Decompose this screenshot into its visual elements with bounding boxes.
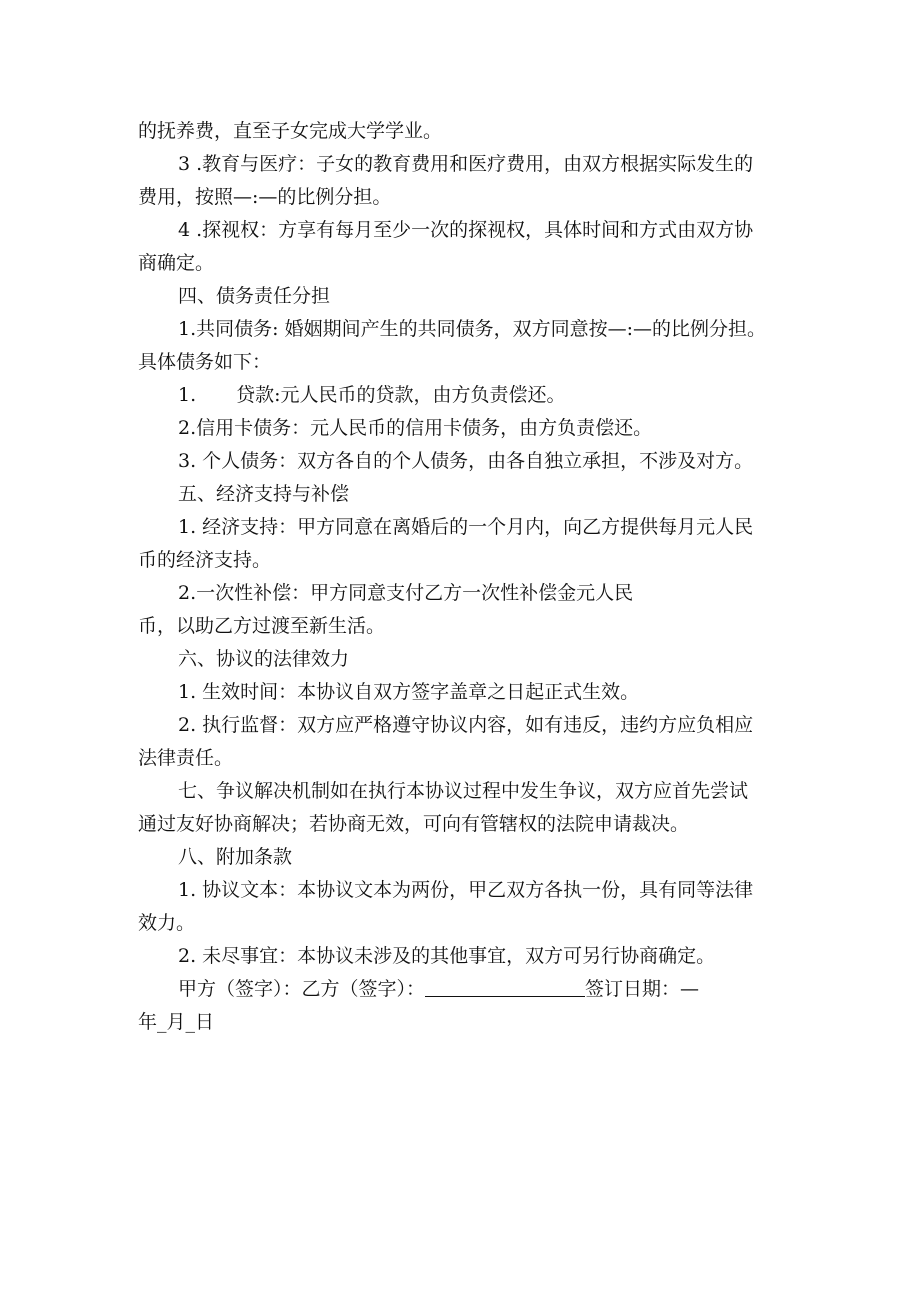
signature-line xyxy=(178,976,699,1002)
paragraph-line: 3. 个人债务：双方各自的个人债务，由各自独立承担，不涉及对方。 xyxy=(178,450,754,472)
paragraph-line xyxy=(178,382,566,408)
paragraph-line: 具体债务如下： xyxy=(138,351,272,373)
date-line: 年_月_日 xyxy=(138,1011,215,1033)
paragraph-line: 1. 经济支持：甲方同意在离婚后的一个月内，向乙方提供每月元人民 xyxy=(178,516,754,538)
date-label: 签订日期：— xyxy=(585,978,700,1000)
paragraph-line: 费用，按照—:—的比例分担。 xyxy=(138,186,392,208)
paragraph-line: 法律责任。 xyxy=(138,747,234,769)
paragraph-line: 2. 未尽事宜：本协议未涉及的其他事宜，双方可另行协商确定。 xyxy=(178,945,716,967)
signature-labels: 甲方（签字）：乙方（签字）： xyxy=(178,978,426,1000)
section-heading: 五、经济支持与补偿 xyxy=(178,483,350,505)
section-heading: 四、债务责任分担 xyxy=(178,285,331,307)
paragraph-line: 币的经济支持。 xyxy=(138,549,272,571)
section-heading: 六、协议的法律效力 xyxy=(178,648,350,670)
paragraph-line: 2.一次性补偿：甲方同意支付乙方一次性补偿金元人民 xyxy=(178,582,634,604)
paragraph-line: 通过友好协商解决；若协商无效，可向有管辖权的法院申请裁决。 xyxy=(138,813,690,835)
section-heading: 八、附加条款 xyxy=(178,846,293,868)
paragraph-line: 币，以助乙方过渡至新生活。 xyxy=(138,615,386,637)
paragraph-line: 1.共同债务: 婚姻期间产生的共同债务，双方同意按—:—的比例分担。 xyxy=(178,318,766,340)
section-heading: 七、争议解决机制如在执行本协议过程中发生争议，双方应首先尝试 xyxy=(178,780,749,802)
list-number: 1. xyxy=(178,384,197,406)
paragraph-line: 的抚养费，直至子女完成大学学业。 xyxy=(138,120,443,142)
paragraph-line: 2. 执行监督：双方应严格遵守协议内容，如有违反，违约方应负相应 xyxy=(178,714,754,736)
paragraph-line: 3 .教育与医疗：子女的教育费用和医疗费用，由双方根据实际发生的 xyxy=(178,153,754,175)
paragraph-line: 1. 协议文本：本协议文本为两份，甲乙双方各执一份，具有同等法律 xyxy=(178,879,754,901)
paragraph-line: 商确定。 xyxy=(138,252,215,274)
signature-blank xyxy=(425,978,585,997)
list-text: 贷款:元人民币的贷款，由方负责偿还。 xyxy=(236,384,566,406)
paragraph-line: 2.信用卡债务：元人民币的信用卡债务，由方负责偿还。 xyxy=(178,417,653,439)
paragraph-line: 1. 生效时间：本协议自双方签字盖章之日起正式生效。 xyxy=(178,681,640,703)
paragraph-line: 4 .探视权：方享有每月至少一次的探视权，具体时间和方式由双方协 xyxy=(178,219,754,241)
paragraph-line: 效力。 xyxy=(138,912,196,934)
